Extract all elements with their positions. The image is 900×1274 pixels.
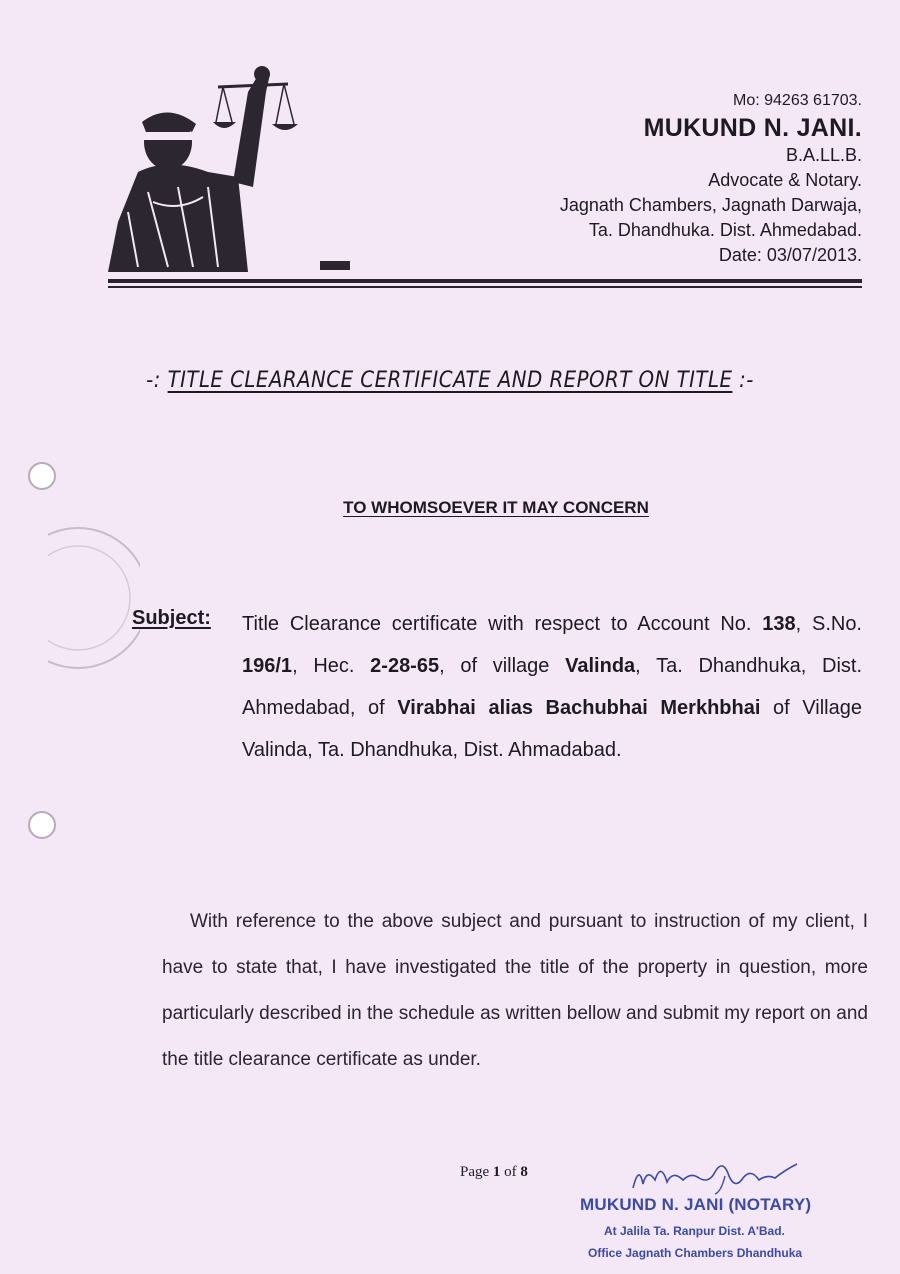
subject-part: , Ta. Dhandhuka, Dist. Ahmedabad, of [242,655,862,719]
punch-hole [28,462,56,490]
lady-justice-emblem-icon [108,62,308,272]
body-paragraph: With reference to the above subject and pursuant to instruction of my client, I have to state that, I have investigated the title of the property in question, more particularly described in the schedule as written bellow and submit my report on and the title clearance certificate as under. [162,911,868,1070]
letterhead [442,88,862,268]
address-line-2: Ta. Dhandhuka. Dist. Ahmedabad. [588,220,862,240]
header-mark [320,261,350,270]
subject-part: of Village Valinda, Ta. Dhandhuka, Dist. Ahmadabad. [242,697,862,761]
mobile-number: Mo: 94263 61703. [733,92,862,109]
page-of: of [504,1164,517,1180]
subject-part: , Hec. [292,655,355,677]
degree: B.A.LL.B. [785,145,862,165]
notary-stamp-name: MUKUND N. JANI (NOTARY) [580,1195,812,1214]
header-divider-thick [108,279,862,283]
document-title [45,368,855,393]
title-suffix: :- [739,368,754,393]
account-number: 138 [762,613,796,635]
subject-part: , of village [439,655,550,677]
page-total: 8 [520,1164,528,1180]
advocate-name: MUKUND N. JANI. [643,114,862,142]
salutation: TO WHOMSOEVER IT MAY CONCERN [343,498,649,517]
village-name: Valinda [565,655,636,677]
subject-label: Subject: [132,607,211,629]
signature-icon [625,1150,825,1195]
subject-part: Title Clearance certificate with respect to Account No. [242,613,752,635]
page-label: Page [460,1164,490,1180]
title-prefix: -: [146,368,161,393]
owner-name: Virabhai alias Bachubhai Merkhbhai [397,697,761,719]
notary-stamp-line-1: At Jalila Ta. Ranpur Dist. A'Bad. [604,1224,785,1238]
subject-part: , S.No. [795,613,862,635]
hectare-area: 2-28-65 [370,655,440,677]
profession: Advocate & Notary. [708,170,862,190]
punch-hole [28,811,56,839]
address-line-1: Jagnath Chambers, Jagnath Darwaja, [559,195,862,215]
header-divider-thin [108,286,862,288]
letter-date: Date: 03/07/2013. [718,245,862,265]
survey-number: 196/1 [242,655,293,677]
notary-stamp-line-2: Office Jagnath Chambers Dhandhuka [588,1246,803,1260]
title-text: TITLE CLEARANCE CERTIFICATE AND REPORT ON TITLE [167,368,733,393]
page-number [460,1164,528,1181]
faded-seal-icon [48,522,140,674]
subject-text [242,603,862,771]
page-current: 1 [492,1164,501,1180]
